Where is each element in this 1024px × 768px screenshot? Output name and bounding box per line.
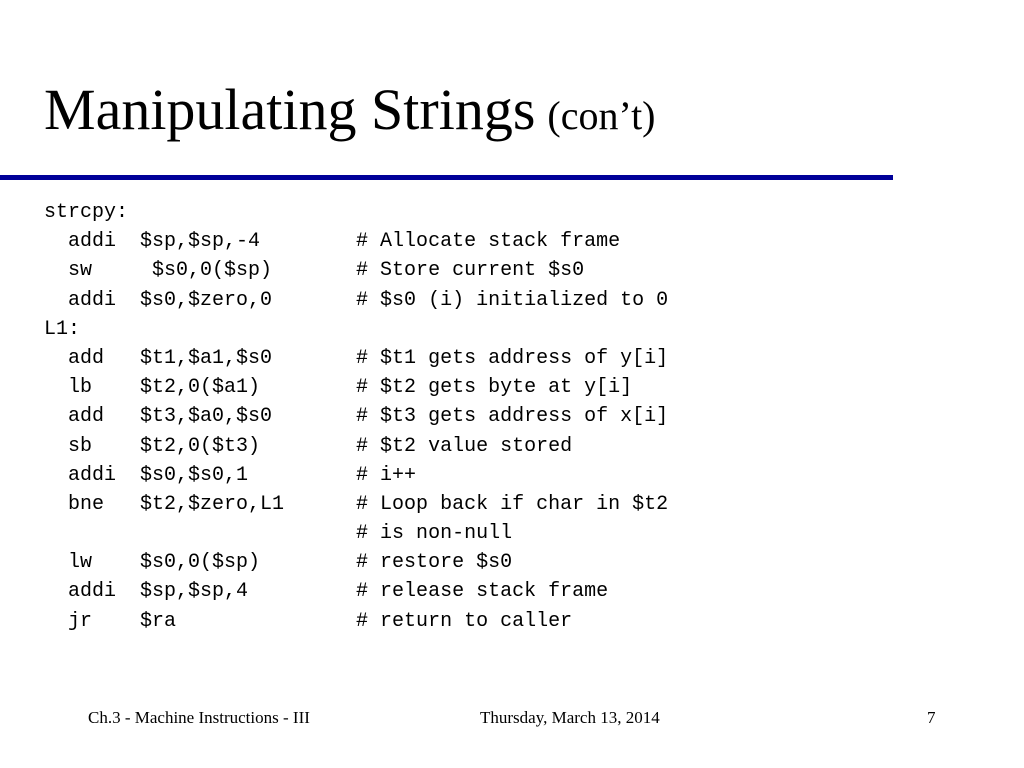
- code-line: add $t3,$a0,$s0 # $t3 gets address of x[i]: [44, 405, 669, 429]
- code-line: sw $s0,0($sp) # Store current $s0: [44, 259, 585, 283]
- code-line: jr $ra # return to caller: [44, 609, 573, 633]
- footer-course-label: Ch.3 - Machine Instructions - III: [88, 708, 310, 727]
- code-line: addi $s0,$s0,1 # i++: [44, 463, 417, 487]
- code-line: addi $s0,$zero,0 # $s0 (i) initialized to 0: [44, 288, 669, 312]
- title-divider-rule: [0, 175, 893, 180]
- slide-title-main: Manipulating Strings: [44, 77, 536, 142]
- code-line: add $t1,$a1,$s0 # $t1 gets address of y[i]: [44, 346, 669, 370]
- code-line: L1:: [44, 317, 81, 341]
- footer-page-number: 7: [927, 708, 936, 727]
- code-line: lb $t2,0($a1) # $t2 gets byte at y[i]: [44, 376, 633, 400]
- code-line: addi $sp,$sp,-4 # Allocate stack frame: [44, 230, 621, 254]
- code-line: strcpy:: [44, 201, 129, 224]
- slide-title: [44, 74, 656, 146]
- code-line: lw $s0,0($sp) # restore $s0: [44, 551, 513, 575]
- slide-title-suffix: (con’t): [547, 93, 656, 138]
- code-line: addi $sp,$sp,4 # release stack frame: [44, 580, 609, 604]
- code-line: bne $t2,$zero,L1 # Loop back if char in $t2: [44, 492, 669, 516]
- code-block: [44, 198, 668, 636]
- footer-date: Thursday, March 13, 2014: [480, 708, 660, 727]
- code-line: # is non-null: [44, 522, 513, 546]
- code-line: sb $t2,0($t3) # $t2 value stored: [44, 434, 573, 458]
